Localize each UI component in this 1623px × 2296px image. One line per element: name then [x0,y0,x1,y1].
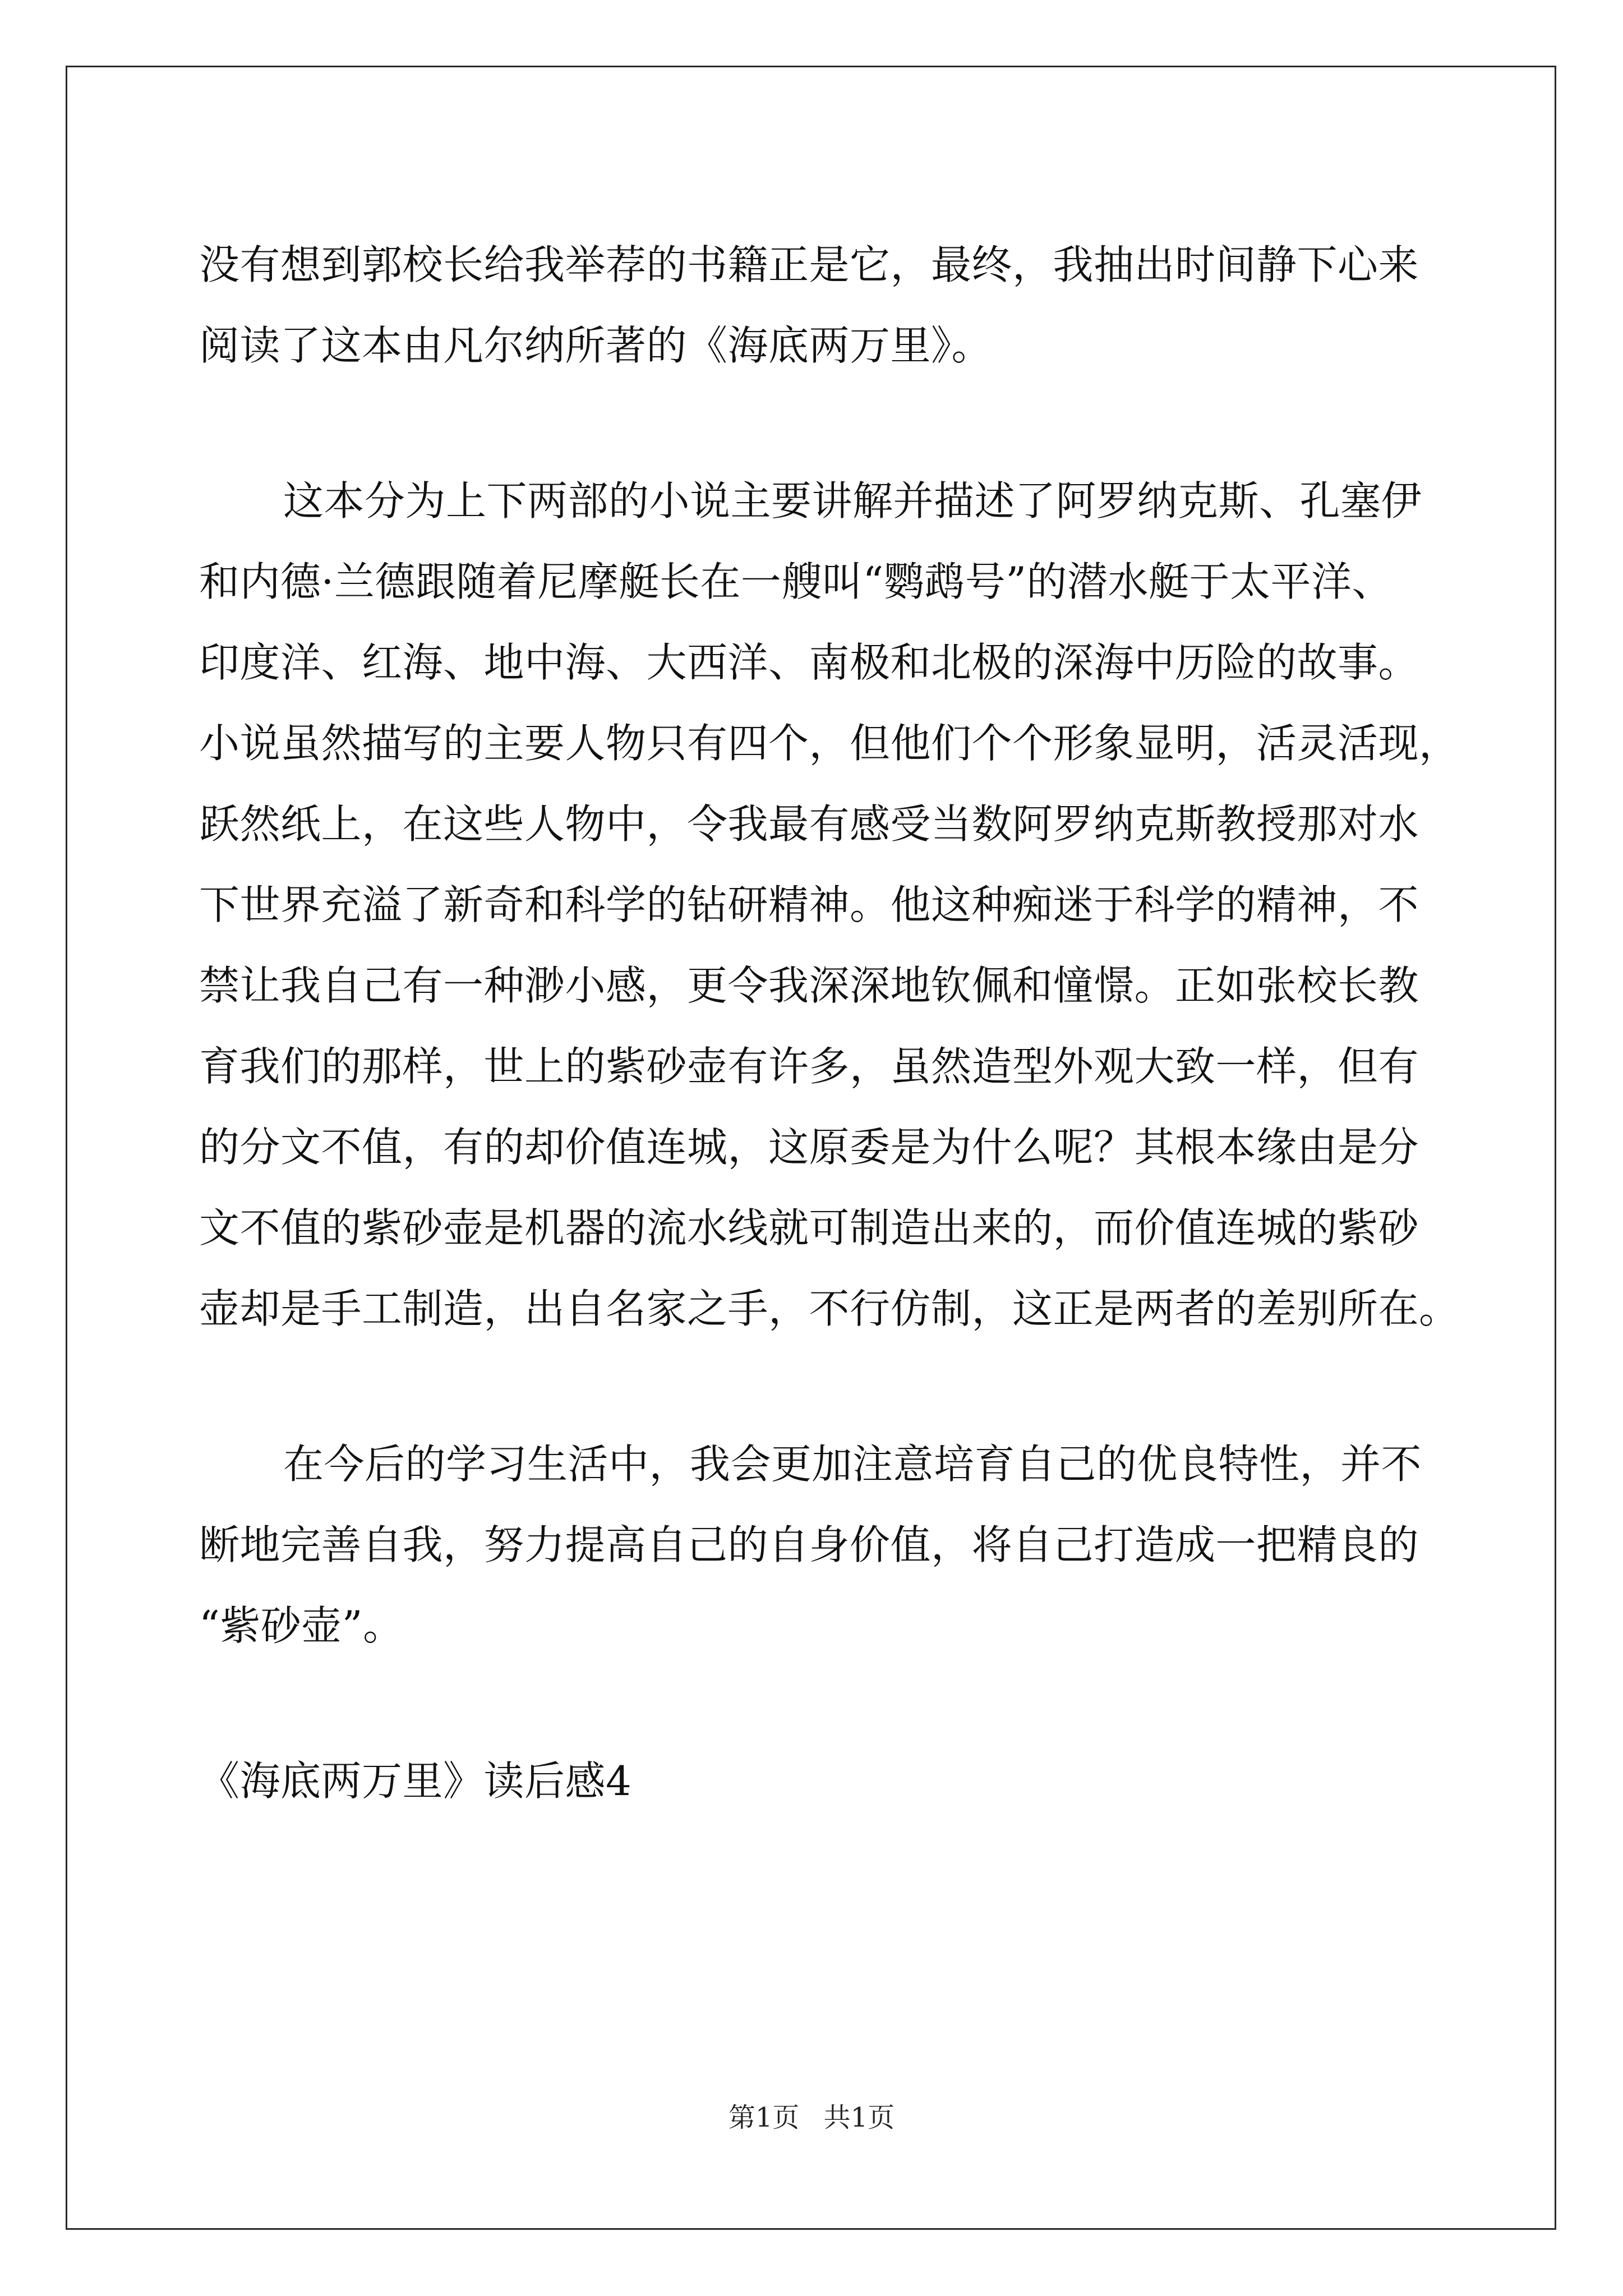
text-line: 下世界充溢了新奇和科学的钻研精神。他这种痴迷于科学的精神，不 [199,881,1419,928]
paragraph-3 [199,1424,1438,1666]
text-line: 在今后的学习生活中，我会更加注意培育自己的优良特性，并不 [283,1441,1422,1488]
page-total: 共1页 [823,2102,895,2133]
paragraph-1 [199,224,1438,386]
text-line: 阅读了这本由凡尔纳所著的《海底两万里》。 [199,322,993,369]
heading-line: 《海底两万里》读后感4 [199,1757,632,1805]
text-line: 小说虽然描写的主要人物只有四个，但他们个个形象显明，活灵活现， [199,720,1460,767]
page-footer [0,2101,1623,2134]
text-line: 的分文不值，有的却价值连城，这原委是为什么呢？其根本缘由是分 [199,1124,1419,1171]
page-number: 第1页 [728,2102,800,2133]
text-line: “紫砂壶”。 [199,1602,404,1649]
text-line: 禁让我自己有一种渺小感，更令我深深地钦佩和憧憬。正如张校长教 [199,962,1419,1009]
text-line: 印度洋、红海、地中海、大西洋、南极和北极的深海中历险的故事。 [199,639,1419,686]
text-line: 没有想到郭校长给我举荐的书籍正是它，最终，我抽出时间静下心来 [199,241,1419,288]
text-line: 跃然纸上，在这些人物中，令我最有感受当数阿罗纳克斯教授那对水 [199,800,1419,848]
document-body [199,224,1460,1821]
text-line: 壶却是手工制造，出自名家之手，不行仿制，这正是两者的差别所在。 [199,1285,1460,1332]
text-line: 断地完善自我，努力提高自己的自身价值，将自己打造成一把精良的 [199,1521,1419,1568]
text-line: 和内德·兰德跟随着尼摩艇长在一艘叫“鹦鹉号”的潜水艇于太平洋、 [199,558,1393,605]
section-heading [199,1741,1438,1821]
text-line: 文不值的紫砂壶是机器的流水线就可制造出来的，而价值连城的紫砂 [199,1204,1419,1251]
paragraph-2 [199,461,1460,1349]
text-line: 育我们的那样，世上的紫砂壶有许多，虽然造型外观大致一样，但有 [199,1043,1419,1090]
text-line: 这本分为上下两部的小说主要讲解并描述了阿罗纳克斯、孔塞伊 [283,477,1422,524]
